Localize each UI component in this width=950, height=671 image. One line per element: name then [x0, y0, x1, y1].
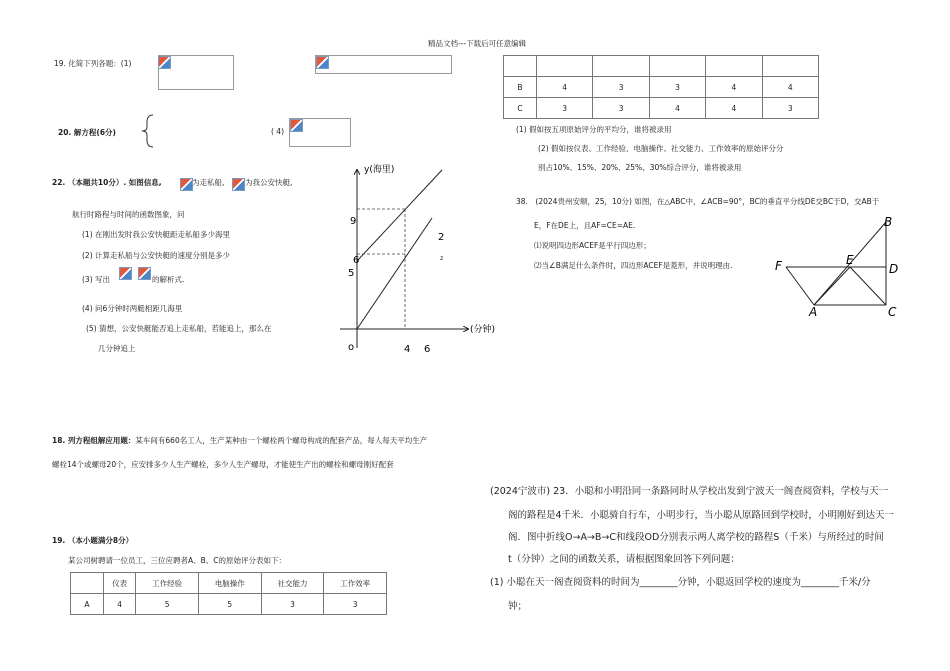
table-cell: 4	[649, 98, 705, 119]
broken-image-icon	[316, 56, 329, 69]
table-cell: 3	[649, 77, 705, 98]
q38-line4: ⑵当∠B满足什么条件时，四边形ACEF是菱形，并说明理由.	[534, 261, 733, 270]
table-cell: 5	[136, 594, 199, 615]
q22-item-3a: (3) 写出	[82, 275, 111, 284]
x-axis-label: (分钟)	[470, 325, 496, 335]
q23-line5: (1) 小聪在天一阁查阅资料的时间为________分钟，小聪返回学校的速度为________千米/分	[490, 577, 871, 588]
q22-item-1: (1) 在刚出发时我公安快艇距走私船多少海里	[82, 230, 231, 239]
q22-title: 22. （本题共10分）. 如图信息,	[52, 178, 162, 187]
q18-line1	[52, 435, 427, 446]
q23-line4: t（分钟）之间的函数关系，请根据图象回答下列问题：	[508, 554, 740, 565]
table-cell: 4	[104, 594, 136, 615]
label-F: F	[775, 259, 782, 273]
table-row	[504, 56, 819, 77]
table-cell	[706, 56, 762, 77]
q19c-p3: 别占10%、15%、20%、25%、30%综合评分，谁将被录用	[538, 163, 742, 172]
q19a-label: 19. 化简下列各题：(1)	[54, 59, 132, 68]
table-cell: 4	[706, 98, 762, 119]
q18-text: 某车间有660名工人，生产某种由一个螺栓两个螺母构成的配套产品，每人每天平均生产	[135, 436, 428, 445]
table-cell	[71, 573, 104, 594]
q19c-p1: (1) 假如按五项原始评分的平均分，谁将被录用	[516, 125, 672, 134]
table-row	[71, 594, 387, 615]
q23-line2: 阁的路程是4千米．小聪骑自行车，小明步行，当小聪从原路回到学校时，小明刚好到达天一	[508, 510, 895, 521]
x-tick-6: 6	[424, 344, 431, 355]
table-cell: 3	[324, 594, 387, 615]
table-cell: 4	[706, 77, 762, 98]
table-cell: 社交能力	[261, 573, 324, 594]
table-row	[504, 98, 819, 119]
table-cell: B	[504, 77, 537, 98]
origin-label: o	[348, 342, 355, 353]
boat-line	[357, 170, 445, 261]
q23-line1: (2024宁波市) 23．小聪和小明沿同一条路同时从学校出发到宁波天一阁查阅资料，学校与天一	[490, 486, 889, 497]
q19c-p2: (2) 假如按仪表、工作经验、电脑操作、社交能力、工作效率的原始评分分	[538, 144, 784, 153]
broken-image-icon	[119, 267, 132, 280]
line-label-2: 2	[438, 232, 445, 243]
table-cell: 工作经验	[136, 573, 199, 594]
triangle-figure	[772, 212, 902, 322]
label-B: B	[884, 215, 893, 229]
y-tick-6: 6	[353, 255, 360, 266]
q38-line2: E，F在DE上，且AF=CE=AE.	[534, 221, 636, 230]
y-tick-5: 5	[348, 268, 355, 279]
q22-police: 为我公安快艇,	[245, 178, 293, 187]
brace-icon	[141, 114, 155, 148]
q22-line2: 航行时路程与时间的函数图象，问	[72, 210, 185, 219]
q22-item-5b: 几分钟追上	[98, 344, 136, 353]
table-cell: 工作效率	[324, 573, 387, 594]
q22-item-2: (2) 计算走私船与公安快艇的速度分别是多少	[82, 251, 231, 260]
table-cell	[537, 56, 593, 77]
score-table-right	[503, 55, 819, 119]
broken-image-icon	[232, 178, 245, 191]
table-cell: C	[504, 98, 537, 119]
q22-item-5: (5) 猜想，公安快艇能否追上走私船，若能追上，那么在	[86, 324, 272, 333]
table-row	[71, 573, 387, 594]
q19b-title: 19. （本小题满分8分）	[52, 536, 134, 545]
q23-line3: 阁．图中折线O→A→B→C和线段OD分别表示两人离学校的路程S（千米）与所经过的时间	[508, 532, 884, 543]
line-label-small: 2	[440, 256, 444, 262]
q20-sub4: ( 4)	[271, 127, 285, 136]
table-cell	[762, 56, 818, 77]
table-cell	[504, 56, 537, 77]
table-cell: 仪表	[104, 573, 136, 594]
q18-bold: 18. 列方程组解应用题：	[52, 436, 136, 445]
label-C: C	[888, 305, 897, 319]
q23-line6: 钟；	[508, 601, 528, 612]
police-line	[357, 218, 432, 329]
broken-image-icon	[290, 119, 303, 132]
q20-label: 20. 解方程(6分)	[58, 128, 116, 137]
page-header: 精品文档---下载后可任意编辑	[428, 39, 527, 48]
q22-boat: 为走私船,	[192, 178, 225, 187]
x-tick-4: 4	[404, 344, 411, 355]
q19b-intro: 某公司树聘请一位员工，三位应聘者A、B、C的原始评分表如下：	[68, 556, 287, 565]
y-axis-label: y(海里)	[364, 165, 395, 175]
table-cell: A	[71, 594, 104, 615]
q22-item-3b: 的解析式.	[152, 275, 185, 284]
table-cell: 3	[537, 98, 593, 119]
table-cell: 3	[593, 98, 649, 119]
table-cell	[649, 56, 705, 77]
y-tick-9: 9	[350, 216, 357, 227]
distance-time-graph	[330, 158, 510, 358]
broken-image-icon	[158, 56, 171, 69]
table-cell: 电脑操作	[198, 573, 261, 594]
table-cell: 5	[198, 594, 261, 615]
table-cell: 3	[261, 594, 324, 615]
q38-line3: ⑴说明四边形ACEF是平行四边形；	[534, 241, 651, 250]
table-row	[504, 77, 819, 98]
q18-line2: 螺栓14个或螺母20个，应安排多少人生产螺栓，多少人生产螺母，才能使生产出的螺栓和螺母刚好配套	[52, 460, 394, 469]
broken-image-icon	[138, 267, 151, 280]
table-cell	[593, 56, 649, 77]
q22-item-4: (4) 问6分钟时两艇相距几海里	[82, 304, 183, 313]
label-D: D	[889, 262, 899, 276]
label-A: A	[809, 305, 818, 319]
table-cell: 4	[537, 77, 593, 98]
q38-line1: 38. (2024贵州安顺，25，10分) 如图，在△ABC中，∠ACB=90°，BC的垂直平分线DE交BC于D，交AB于	[516, 197, 880, 206]
table-cell: 4	[762, 77, 818, 98]
table-cell: 3	[593, 77, 649, 98]
score-table-left	[70, 572, 387, 615]
expression-box-2	[315, 55, 452, 74]
table-cell: 3	[762, 98, 818, 119]
label-E: E	[846, 253, 854, 267]
